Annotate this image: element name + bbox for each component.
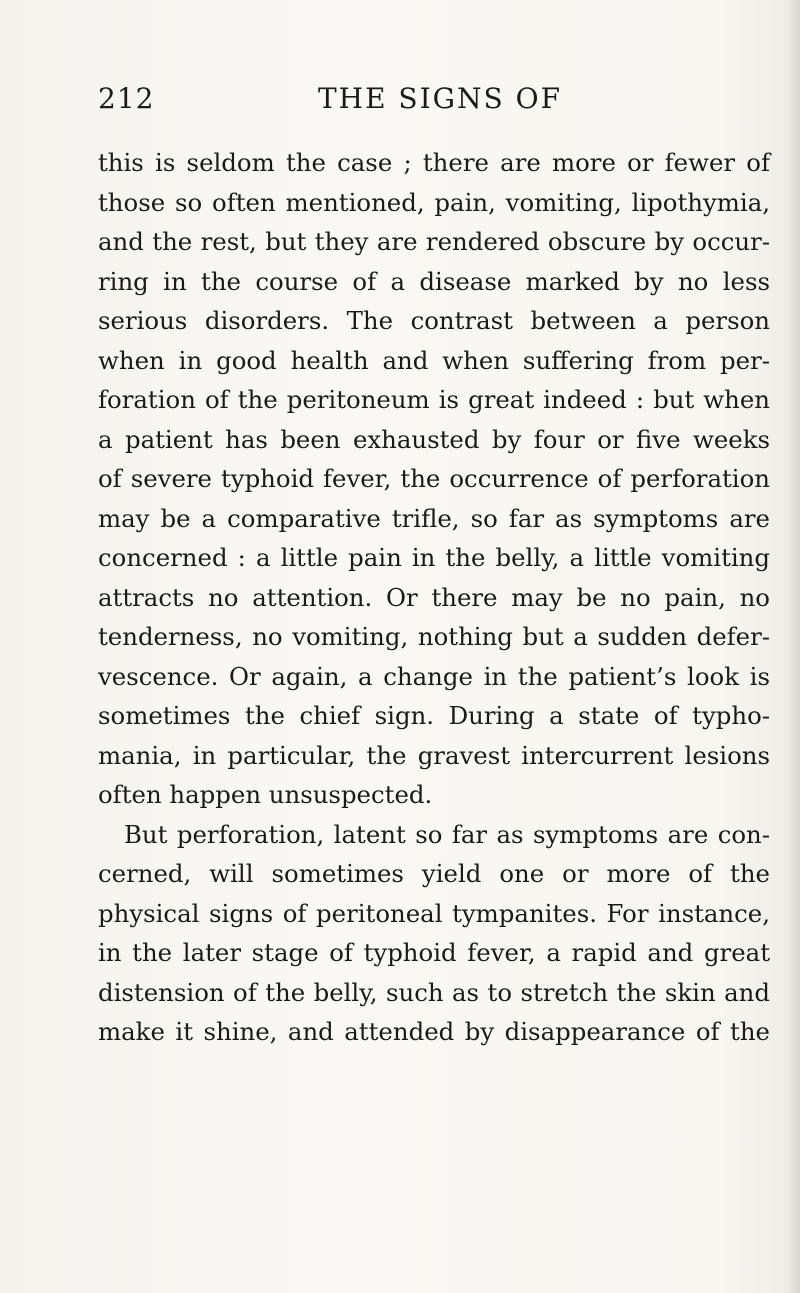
text-line: when in good health and when suffering from per- [98,345,770,375]
text-line: serious disorders. The contrast between a person [98,306,770,335]
paragraph-start-line: But perforation, latent so far as symptoms are con- [124,819,770,849]
text-line: distension of the belly, such as to stretch the skin and [98,977,770,1007]
text-line: those so often mentioned, pain, vomiting, lipothymia, [98,187,770,217]
body-text [98,143,770,1052]
text-line: a patient has been exhausted by four or five weeks [98,424,770,454]
text-line: tenderness, no vomiting, nothing but a sudden defer- [98,622,770,651]
text-line: in the later stage of typhoid fever, a rapid and great [98,938,770,967]
paragraph-end-line: often happen unsuspected. [98,780,433,809]
running-head: THE SIGNS OF [318,82,563,115]
text-line: vescence. Or again, a change in the patient’s look is [98,661,770,691]
text-line: sometimes the chief sign. During a state of typho- [98,701,770,730]
text-line: this is seldom the case ; there are more or fewer of [98,148,770,177]
text-line: of severe typhoid fever, the occurrence of perforation [98,464,770,493]
text-line: ring in the course of a disease marked by no less [98,266,770,296]
text-line: physical signs of peritoneal tympanites. For instance, [98,898,770,928]
text-line: attracts no attention. Or there may be no pain, no [98,582,770,612]
text-line: foration of the peritoneum is great indeed : but when [98,385,770,414]
text-line: cerned, will sometimes yield one or more of the [98,859,770,888]
text-line: concerned : a little pain in the belly, a little vomiting [98,543,770,572]
text-line: and the rest, but they are rendered obscure by occur- [98,227,770,256]
page-edge-shadow [786,0,800,1293]
page-header [98,82,768,122]
text-line: may be a comparative trifle, so far as symptoms are [98,503,770,533]
text-line: mania, in particular, the gravest intercurrent lesions [98,740,770,770]
text-line: make it shine, and attended by disappearance of the [98,1017,770,1046]
page-number: 212 [98,82,155,115]
